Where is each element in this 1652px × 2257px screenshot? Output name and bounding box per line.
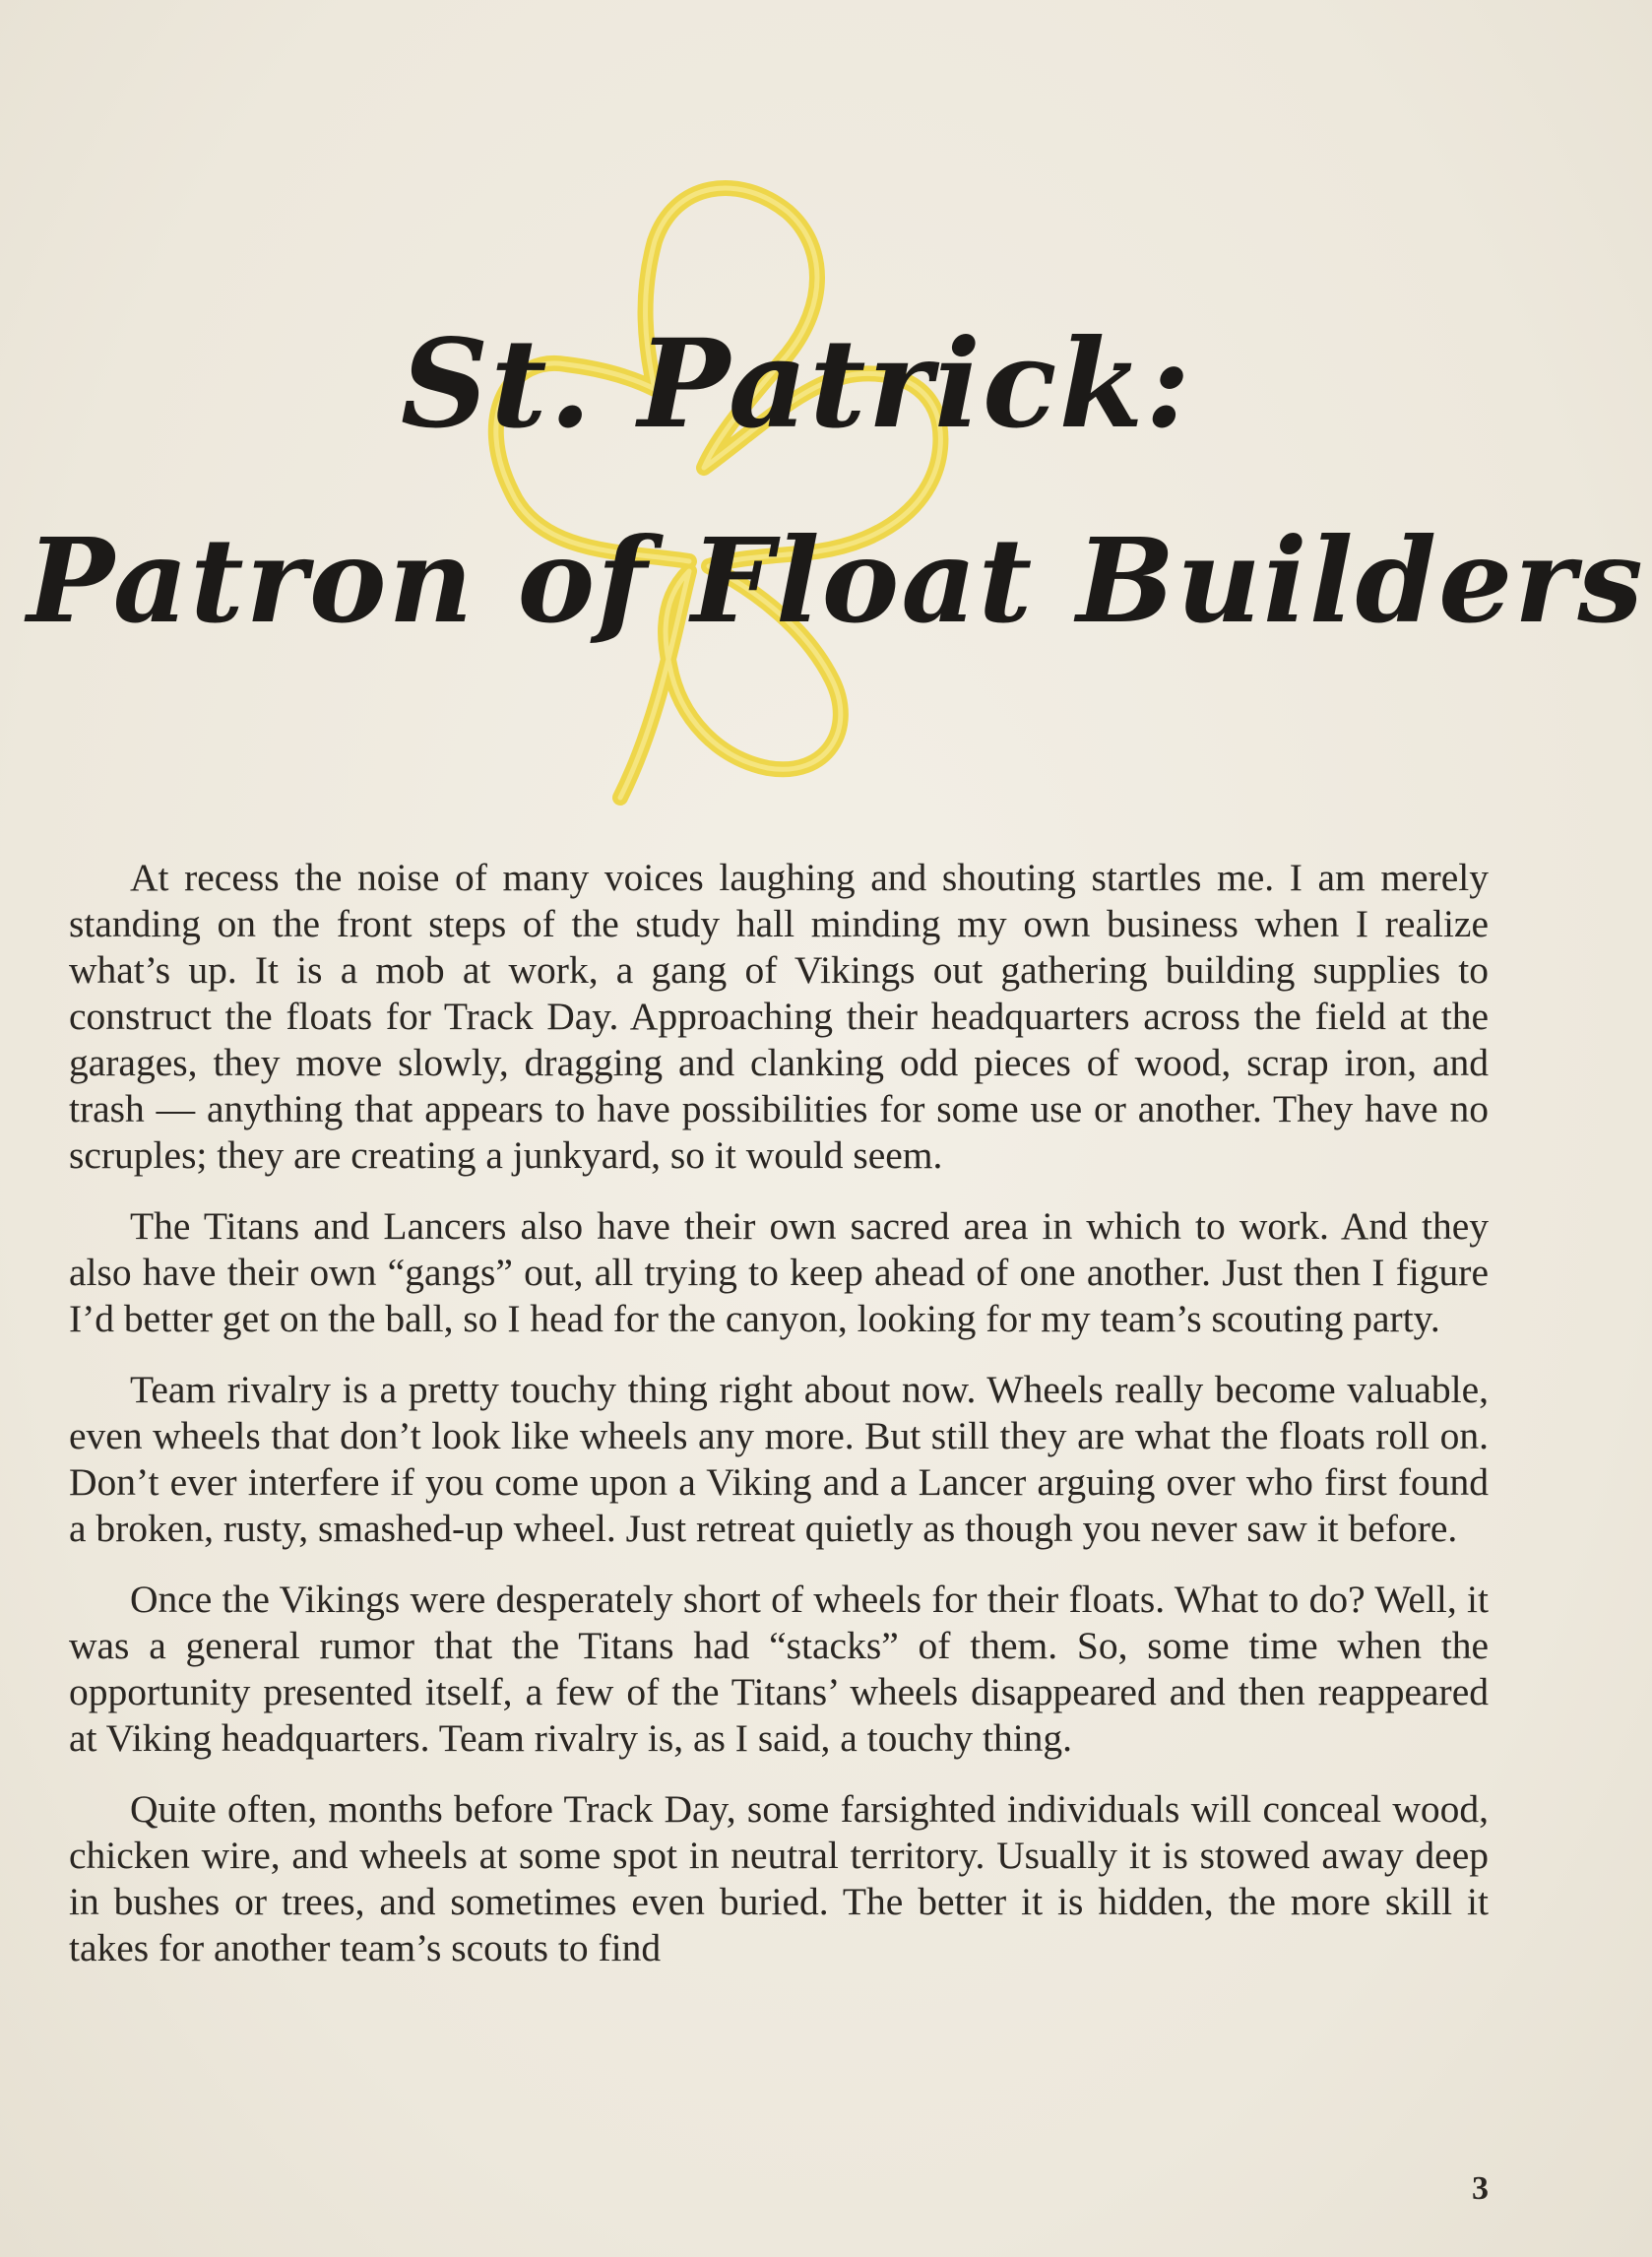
paragraph: Once the Vikings were desperately short of wheels for their floats. What to do? Well, it was a general rumor that the Titans had “stacks” of them. So, some time when the opportunity presented itself, a few of the Titans’ wheels disappeared and then reappeared at Viking headquarters. Team rivalry is, as I said, a touchy thing.: [69, 1578, 1489, 1760]
paragraph: The Titans and Lancers also have their own sacred area in which to work. And they also have their own “gangs” out, all trying to keep ahead of one another. Just then I figure I’d better get on the ball, so I head for the canyon, looking for my team’s scouting party.: [69, 1204, 1489, 1340]
page-number: 3: [1472, 2170, 1489, 2207]
page-title-line-1: St. Patrick:: [400, 313, 1193, 456]
article-body: [69, 855, 1489, 1996]
page-title-line-2: Patron of Float Builders: [27, 512, 1645, 649]
paragraph: Team rivalry is a pretty touchy thing right about now. Wheels really become valuable, even wheels that don’t look like wheels any more. But still they are what the floats roll on. Don’t ever interfere if you come upon a Viking and a Lancer arguing over who first found a broken, rusty, smashed-up wheel. Just retreat quietly as though you never saw it before.: [69, 1368, 1489, 1550]
paragraph: At recess the noise of many voices laughing and shouting startles me. I am merely standing on the front steps of the study hall minding my own business when I realize what’s up. It is a mob at work, a gang of Vikings out gathering building supplies to construct the floats for Track Day. Approaching their headquarters across the field at the garages, they move slowly, dragging and clanking odd pieces of wood, scrap iron, and trash — anything that appears to have possibilities for some use or another. They have no scruples; they are creating a junkyard, so it would seem.: [69, 856, 1489, 1177]
paragraph: Quite often, months before Track Day, some farsighted individuals will conceal wood, chicken wire, and wheels at some spot in neutral territory. Usually it is stowed away deep in bushes or trees, and sometimes even buried. The better it is hidden, the more skill it takes for another team’s scouts to find: [69, 1787, 1489, 1969]
